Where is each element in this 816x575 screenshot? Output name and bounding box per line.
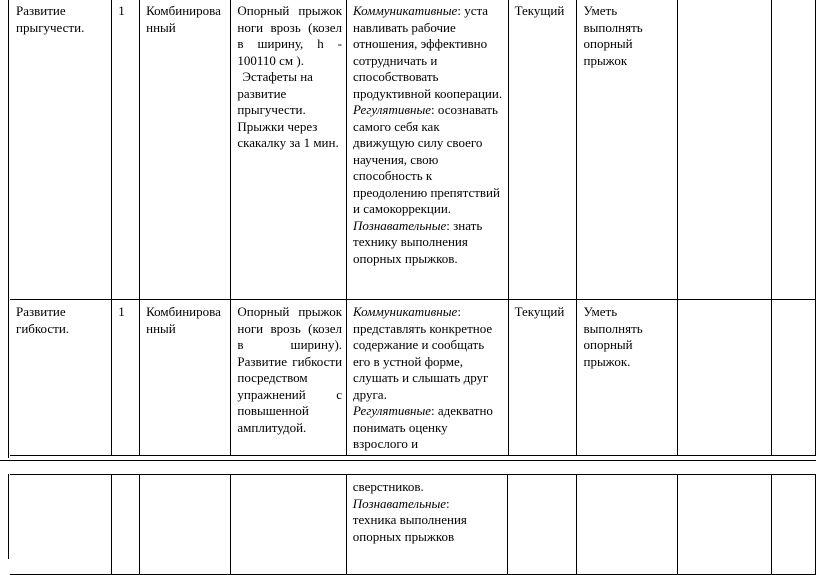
uud-text: техника выполнения опорных прыжков bbox=[352, 512, 467, 544]
empty-cell bbox=[231, 475, 346, 575]
uud-label: Регулятивные bbox=[353, 403, 432, 418]
hours-cell: 1 bbox=[112, 0, 140, 300]
content-line: Опорный прыжок ноги врозь (козел в ширину, h - 100110 см ). bbox=[237, 3, 343, 68]
uud-label: Познавательные bbox=[352, 495, 447, 511]
uud-cell: Коммуникативные: представлять конкретное содержание и сообщать его в устной форме, слушать и слышать друг друга. Регулятивные: адекватно понимать оценку взрослого и bbox=[347, 300, 509, 456]
result-cell: Уметь выполнять опорный прыжок bbox=[577, 0, 678, 300]
lesson-plan-table bbox=[10, 0, 816, 456]
lesson-type-cell: Комбинированный bbox=[140, 0, 231, 300]
page-break-line bbox=[0, 460, 816, 461]
uud-text: адекватно понимать оценку взрослого и bbox=[353, 403, 493, 451]
empty-cell bbox=[508, 475, 577, 575]
uud-cell: сверстников. Познавательные: техника выполнения опорных прыжков bbox=[346, 475, 508, 575]
empty-cell bbox=[139, 475, 231, 575]
empty-cell bbox=[772, 0, 816, 300]
lesson-plan-table-continued bbox=[10, 474, 816, 575]
uud-label: Регулятивные bbox=[353, 102, 432, 117]
empty-cell bbox=[772, 300, 816, 456]
content-cell bbox=[231, 0, 347, 300]
uud-text: уста навливать рабочие отношения, эффективно сотрудничать и способствовать продуктивной кооперации. bbox=[353, 3, 503, 101]
empty-cell bbox=[577, 475, 677, 575]
empty-cell bbox=[772, 475, 816, 575]
control-cell: Текущий bbox=[508, 0, 577, 300]
table-row bbox=[10, 0, 816, 300]
empty-cell bbox=[111, 475, 139, 575]
content-line: Эстафеты на развитие прыгучести. bbox=[237, 69, 313, 117]
uud-label: Коммуникативные bbox=[353, 3, 458, 18]
empty-cell bbox=[677, 475, 772, 575]
left-edge-line bbox=[8, 474, 9, 559]
control-cell: Текущий bbox=[508, 300, 577, 456]
table-row bbox=[10, 475, 816, 575]
lesson-type-cell: Комбинированный bbox=[140, 300, 231, 456]
topic-cell: Развитие гибкости. bbox=[10, 300, 112, 456]
uud-label: Познавательные bbox=[353, 217, 447, 233]
content-line: Прыжки через скакалку за 1 мин. bbox=[237, 118, 339, 150]
result-cell: Уметь выполнять опорный прыжок. bbox=[577, 300, 678, 456]
uud-label: Коммуникативные bbox=[353, 304, 458, 319]
content-line: Опорный прыжок ноги врозь (козел в ширину). Развитие гибкости посредством упражнений с повышенной амплитудой. bbox=[237, 304, 343, 435]
uud-text: сверстников. bbox=[352, 479, 424, 494]
hours-cell: 1 bbox=[112, 300, 140, 456]
table-row bbox=[10, 300, 816, 456]
empty-cell bbox=[10, 475, 111, 575]
uud-text: знать технику выполнения опорных прыжков. bbox=[353, 217, 483, 266]
uud-text: представлять конкретное содержание и сообщать его в устной форме, слушать и слышать друг друга. bbox=[353, 320, 493, 402]
uud-text: осознавать самого себя как движущую силу своего научения, свою способность к преодолению препятствий и самокоррекции. bbox=[353, 102, 500, 216]
content-cell bbox=[231, 300, 347, 456]
empty-cell bbox=[678, 0, 772, 300]
topic-cell: Развитие прыгучести. bbox=[10, 0, 112, 300]
uud-cell: Коммуникативные: уста навливать рабочие отношения, эффективно сотрудничать и способствовать продуктивной кооперации. Регулятивные: осознавать самого себя как движущую силу своего научения, свою способность к преодолению препятствий и самокоррекции. Познавательные: знать технику выполнения опорных прыжков. bbox=[347, 0, 509, 300]
empty-cell bbox=[678, 300, 772, 456]
left-edge-line bbox=[8, 0, 9, 458]
